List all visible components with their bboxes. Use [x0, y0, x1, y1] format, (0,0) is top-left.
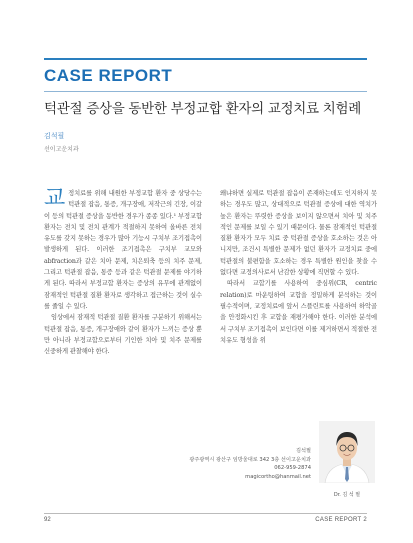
footer-rule — [44, 513, 367, 514]
page-number: 92 — [44, 517, 51, 523]
body-column-left — [44, 188, 202, 357]
author-photo — [319, 421, 375, 483]
paragraph — [44, 188, 202, 312]
author-contact — [189, 447, 311, 481]
paragraph-text: 정치료를 위해 내원한 부정교합 환자 중 상당수는 턱관절 잡음, 통증, 개구장애, 저작근의 긴장, 이갈이 등의 턱관절 증상을 동반한 경우가 종종 있다.¹ 부정교합 환자는 전치 및 전치 관계가 적절하지 못하여 올바른 전치유도를 갖지 못하는 경우가 많아 기능시 구치부 조기접촉이 발생하게 된다. 이러한 조기접촉은 구치부 교모와 abfraction과 같은 치아 문제, 치은퇴축 등의 치주 문제, 그리고 턱관절 잡음, 통증 등과 같은 턱관절 문제를 야기하게 된다. 따라서 부정교합 환자는 증상의 유무에 관계없이 잠재적인 턱관절 질환 환자로 생각하고 접근하는 것이 실수를 줄일 수 있다. — [44, 190, 202, 310]
author-affiliation: 선이고운치과 — [44, 146, 79, 153]
photo-caption: Dr. 김 석 필 — [333, 492, 361, 498]
drop-cap: 교 — [44, 186, 66, 211]
paragraph: 따라서 교합기를 사용하여 중심위(CR, centric relation)로 마운팅하여 교합을 정밀하게 분석하는 것이 필수적이며, 교정치료에 앞서 스플린트를 사용하여 하악골을 안정화시킨 후 교합을 재평가해야 한다. 이러한 분석에서 구치부 조기접촉이 보인다면 이를 제거하면서 적절한 전치유도 형성을 위 — [220, 280, 377, 344]
section-title: CASE REPORT — [44, 66, 173, 85]
body-column-right — [220, 188, 377, 346]
title-rule — [44, 91, 367, 92]
contact-email[interactable]: magicortho@hanmail.net — [245, 473, 311, 480]
contact-name: 김석필 — [295, 448, 311, 454]
footer-section-label: CASE REPORT 2 — [315, 517, 367, 523]
paragraph: 왜냐하면 실제로 턱관절 잡음이 존재하는데도 인지하지 못하는 경우도 많고, 상대적으로 턱관절 증상에 대한 역치가 높은 환자는 뚜렷한 증상을 보이지 않으면서 치아 및 치주적인 문제를 보일 수 있기 때문이다. 물론 잠재적인 턱관절 질환 환자가 모두 치료 중 턱관절 증상을 호소하는 것은 아니지만, 조건시 특별한 문제가 없던 환자가 교정치료 중에 턱관절의 불편함을 호소하는 경우 특별한 원인을 찾을 수 없다면 교정의사로서 난감한 상황에 직면할 수 있다. — [220, 190, 377, 277]
top-rule — [44, 58, 367, 60]
author-portrait-icon — [319, 421, 375, 483]
paragraph: 임상에서 잠재적 턱관절 질환 환자를 구분하기 위해서는 턱관절 잡음, 통증, 개구장애와 같이 환자가 느끼는 증상 뿐만 아니라 부정교합으로부터 기인한 치아 및 치주 문제를 신중하게 관찰해야 한다. — [44, 314, 202, 356]
contact-phone: 062-959-2874 — [274, 465, 311, 472]
article-title: 턱관절 증상을 동반한 부정교합 환자의 교정치료 치험례 — [44, 101, 361, 117]
author-name: 김석필 — [44, 132, 65, 140]
contact-address: 광주광역시 광산구 임방울대로 342 3층 선이고운치과 — [189, 456, 311, 463]
